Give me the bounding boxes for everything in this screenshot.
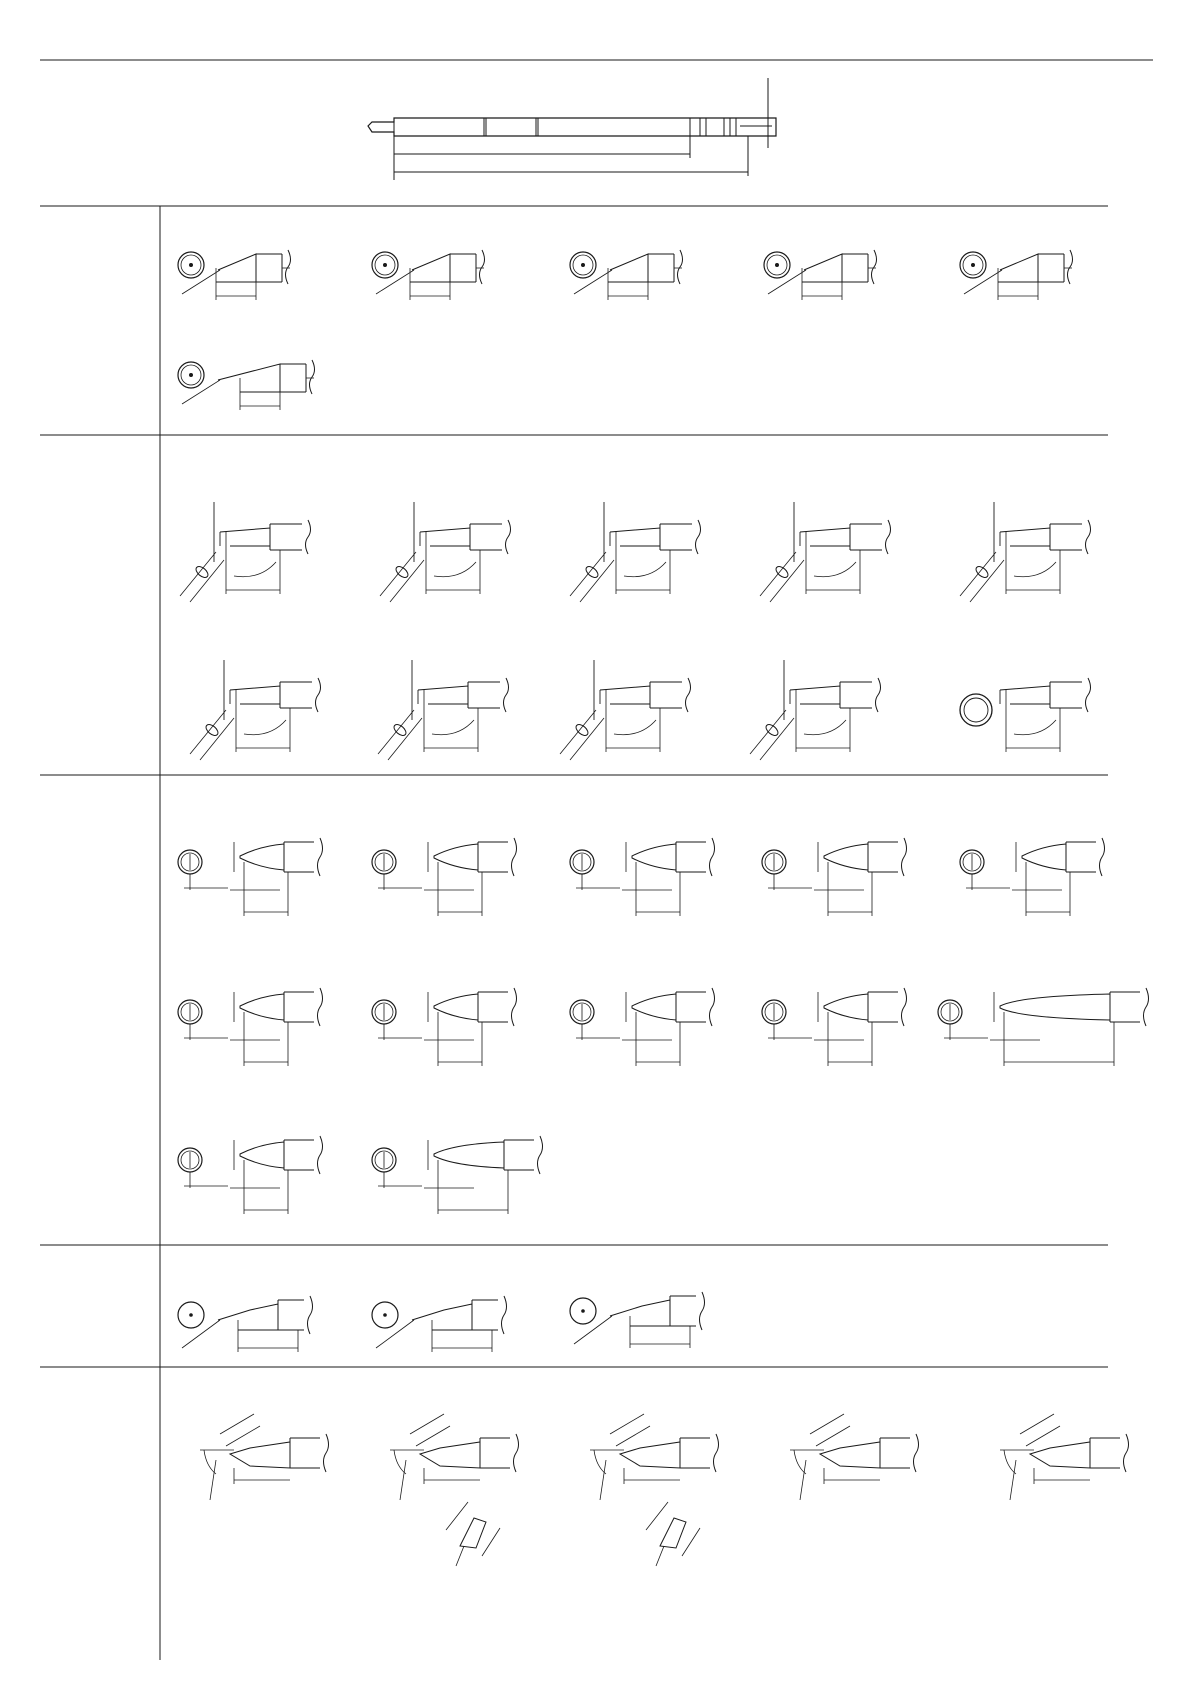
tip-drawing-chisel — [570, 838, 715, 916]
tip-drawing-bevel-ring — [960, 678, 1091, 752]
tip-drawing-chisel — [762, 838, 907, 916]
tip-drawing-chisel — [570, 988, 715, 1066]
tip-drawing-bevel — [560, 660, 691, 760]
tip-drawing-chisel — [372, 988, 517, 1066]
tip-drawing-chisel-long — [938, 988, 1149, 1066]
tip-drawing-chisel — [372, 838, 517, 916]
tip-drawing-bent-with-detail — [390, 1414, 519, 1566]
tip-drawing-conical-long — [178, 360, 315, 410]
section-chisel — [178, 838, 1149, 1214]
tip-drawing-bevel — [180, 502, 311, 602]
overall-tip-drawing — [368, 78, 776, 180]
tip-drawing-bevel — [750, 660, 881, 760]
tip-drawing-chisel — [178, 988, 323, 1066]
tip-drawings — [178, 250, 1149, 1566]
tip-drawing-conical — [570, 250, 683, 300]
tip-drawing-bevel — [760, 502, 891, 602]
tip-drawing-chisel — [762, 988, 907, 1066]
tip-drawing-fine-conical — [178, 1296, 313, 1352]
section-conical — [178, 250, 1073, 410]
tip-drawing-bevel — [960, 502, 1091, 602]
section-fine-conical — [178, 1292, 705, 1352]
tip-drawing-bevel — [190, 660, 321, 760]
tip-drawing-conical — [764, 250, 877, 300]
tip-drawing-bent — [1000, 1414, 1129, 1500]
tip-drawing-bent — [200, 1414, 329, 1500]
tip-drawing-chisel — [960, 838, 1105, 916]
tip-drawing-fine-conical — [372, 1296, 507, 1352]
tip-drawing-conical — [178, 250, 291, 300]
section-bent — [200, 1414, 1129, 1566]
tip-drawing-fine-conical — [570, 1292, 705, 1348]
tip-drawing-conical — [372, 250, 485, 300]
tip-drawing-bent-with-detail — [590, 1414, 719, 1566]
tip-drawing-chisel-wide — [372, 1136, 543, 1214]
tip-drawing-chisel — [178, 1136, 323, 1214]
tip-drawing-bevel — [378, 660, 509, 760]
section-bevel — [180, 502, 1091, 760]
table-frame — [40, 60, 1153, 1660]
tip-drawing-chisel — [178, 838, 323, 916]
tip-drawing-conical — [960, 250, 1073, 300]
tip-drawing-bent — [790, 1414, 919, 1500]
tip-drawing-bevel — [380, 502, 511, 602]
tip-drawing-bevel — [570, 502, 701, 602]
